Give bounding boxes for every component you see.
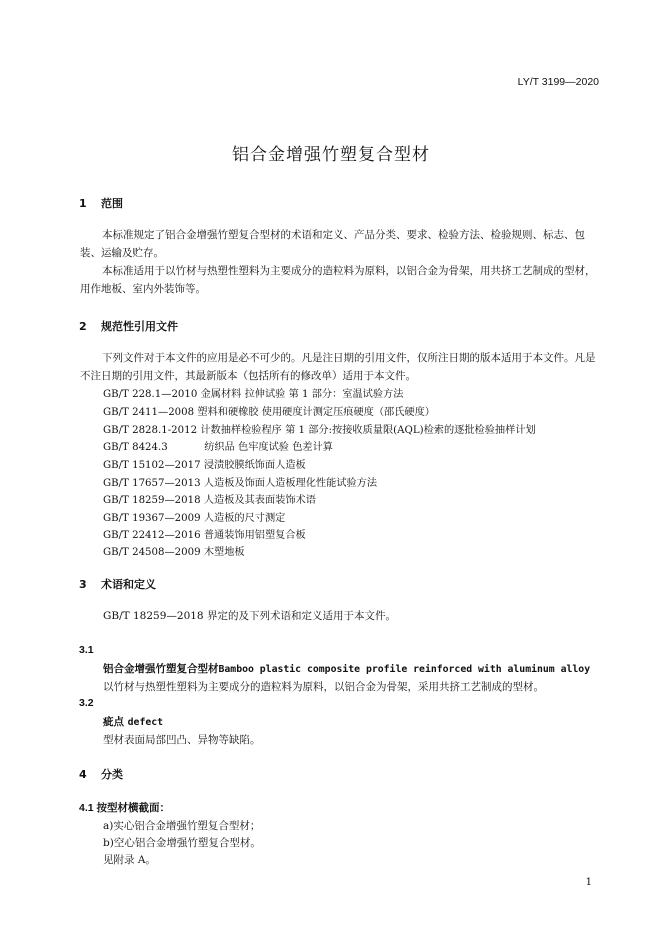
section-1-heading [79,195,123,211]
section-title: 规范性引用文件 [101,320,178,333]
note: 见附录 A。 [103,854,156,866]
reference-code: GB/T 18259—2018 [103,495,201,506]
term-en: defect [127,717,164,728]
reference-code: GB/T 15102—2017 [103,460,201,471]
section-number: 3 [79,578,87,591]
term-zh: 铝合金增强竹塑复合型材 [103,663,219,675]
reference-code: GB/T 17657—2013 [103,478,201,489]
section-title: 分类 [101,768,123,781]
reference-code: GB/T 24508—2009 [103,547,201,558]
page-number: 1 [585,877,592,888]
section-number: 2 [79,320,87,333]
reference-code: GB/T 8424.3 [103,442,168,453]
document-title: 铝合金增强竹塑复合型材 [232,145,430,165]
reference-code: GB/T 19367—2009 [103,513,201,524]
term-title [103,714,163,729]
reference-title: 金属材料 拉伸试验 第 1 部分：室温试验方法 [200,389,404,400]
reference-item [103,385,403,400]
term-zh: 疵点 [103,716,124,728]
paragraph: 下列文件对于本文件的应用是必不可少的。凡是注日期的引用文件，仅所注日期的版本适用于本文件。凡是不注日期的引用文件，其最新版本（包括所有的修改单）适用于本文件。 [80,352,596,382]
paragraph: 本标准适用于以竹材与热塑性塑料为主要成分的造粒料为原料，以铝合金为骨架，用共挤工艺制成的型材，用作地板、室内外装饰等。 [80,265,596,295]
reference-item [103,438,333,453]
reference-item [103,526,306,541]
reference-title: 浸渍胶膜纸饰面人造板 [203,460,306,471]
term-definition: 以竹材与热塑性塑料为主要成分的造粒料为原料，以铝合金为骨架，采用共挤工艺制成的型材。 [103,681,544,693]
list-item: a)实心铝合金增强竹塑复合型材； [103,820,261,832]
reference-code: GB/T 2828.1-2012 [103,425,198,436]
subsection-heading [79,800,170,815]
subsection-number: 4.1 [79,802,94,814]
reference-item [103,509,285,524]
reference-title: 人造板的尺寸测定 [203,513,286,524]
reference-title: 普通装饰用铝塑复合板 [203,530,306,541]
reference-title: 计数抽样检验程序 第 1 部分:按接收质量限(AQL)检索的逐批检验抽样计划 [200,425,536,436]
reference-code: GB/T 2411—2008 [103,407,195,418]
reference-item [103,474,377,489]
reference-item [103,421,536,436]
section-4-heading [79,766,123,782]
reference-item [103,543,245,558]
list-item: b)空心铝合金增强竹塑复合型材。 [103,837,261,849]
reference-code: GB/T 228.1—2010 [103,389,198,400]
section-title: 范围 [101,197,123,210]
reference-title: 塑料和硬橡胶 使用硬度计测定压痕硬度（邵氏硬度） [197,407,435,418]
reference-title: 纺织品 色牢度试验 色差计算 [204,442,333,453]
section-3-heading [79,576,156,592]
reference-item [103,456,306,471]
section-number: 4 [79,768,87,781]
standard-number: LY/T 3199—2020 [517,76,599,88]
section-number: 1 [79,197,87,210]
subsection-title: 按型材横截面： [96,802,171,814]
term-title [103,661,590,676]
reference-item [103,491,316,506]
paragraph: GB/T 18259—2018 界定的及下列术语和定义适用于本文件。 [103,610,396,622]
section-2-heading [79,318,178,334]
term-en: Bamboo plastic composite profile reinforced with aluminum alloy [218,664,591,675]
term-definition: 型材表面局部凹凸、异物等缺陷。 [103,734,261,746]
paragraph: 本标准规定了铝合金增强竹塑复合型材的术语和定义、产品分类、要求、检验方法、检验规则、标志、包装、运输及贮存。 [80,229,585,259]
term-number: 3.2 [79,697,94,709]
reference-item [103,403,435,418]
reference-title: 人造板及其表面装饰术语 [203,495,316,506]
section-title: 术语和定义 [101,578,156,591]
reference-title: 人造板及饰面人造板理化性能试验方法 [203,478,378,489]
reference-title: 木塑地板 [203,547,245,558]
reference-code: GB/T 22412—2016 [103,530,201,541]
term-number: 3.1 [79,644,94,656]
